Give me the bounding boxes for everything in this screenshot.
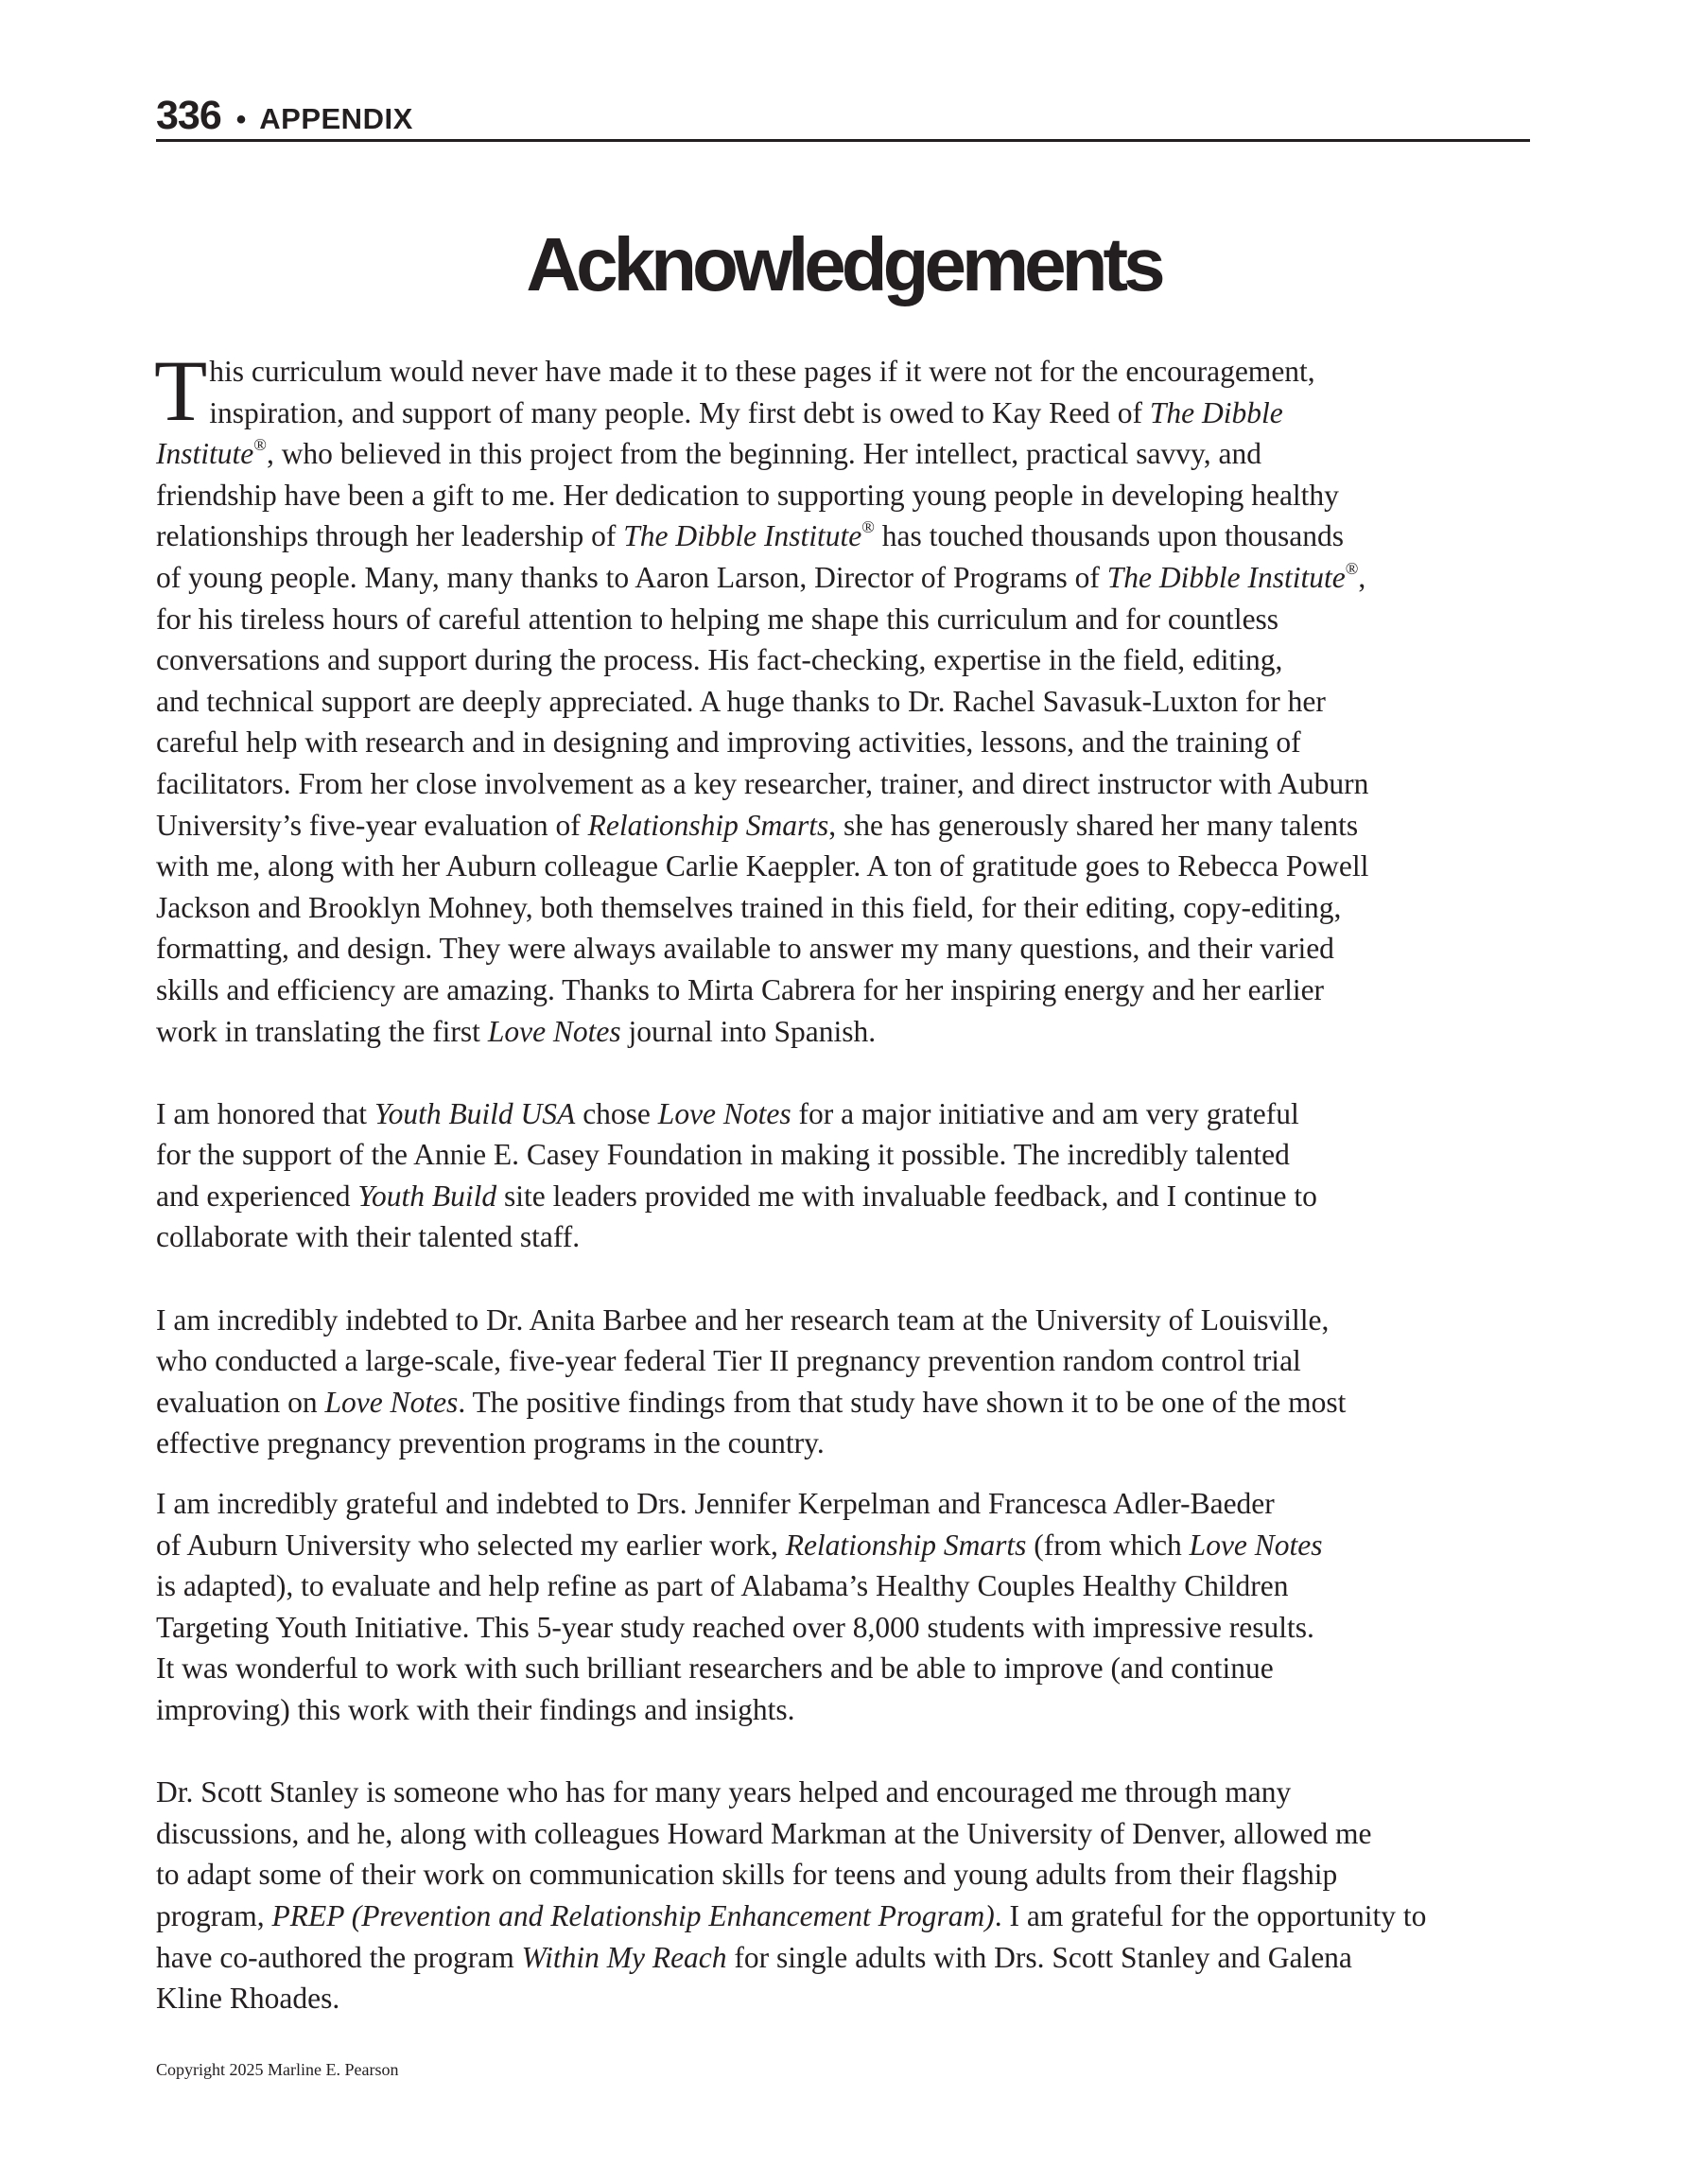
text-line: who conducted a large-scale, five-year federal Tier II pregnancy prevention random control trial [156,1344,1301,1378]
text-line: discussions, and he, along with colleagues Howard Markman at the University of Denver, allowed me [156,1816,1372,1850]
paragraph-spacer [156,1464,1537,1483]
paragraph [156,1483,1537,1731]
copyright-footer: Copyright 2025 Marline E. Pearson [156,2060,399,2079]
text-line: and technical support are deeply appreciated. A huge thanks to Dr. Rachel Savasuk-Luxton for her [156,684,1326,718]
header-rule [156,139,1530,142]
text-line: facilitators. From her close involvement as a key researcher, trainer, and direct instructor with Auburn [156,766,1369,800]
text-line: conversations and support during the process. His fact-checking, expertise in the field, editing, [156,643,1283,677]
text-line: collaborate with their talented staff. [156,1220,581,1254]
text-line: University’s five-year evaluation of Relationship Smarts, she has generously shared her many talents [156,808,1359,842]
text-line: and experienced Youth Build site leaders provided me with invaluable feedback, and I continue to [156,1179,1317,1213]
text-line: program, PREP (Prevention and Relationship Enhancement Program). I am grateful for the opportunity to [156,1898,1427,1932]
text-line: Kline Rhoades. [156,1982,340,2016]
text-line: Dr. Scott Stanley is someone who has for many years helped and encouraged me through many [156,1775,1292,1809]
paragraph [156,1093,1537,1258]
text-line: I am incredibly grateful and indebted to Drs. Jennifer Kerpelman and Francesca Adler-Baeder [156,1487,1275,1521]
text-line: Jackson and Brooklyn Mohney, both themselves trained in this field, for their editing, copy-editing, [156,890,1342,924]
paragraph [156,1772,1537,2019]
text-line: friendship have been a gift to me. Her dedication to supporting young people in developing healthy [156,478,1339,512]
text-line: with me, along with her Auburn colleague Carlie Kaeppler. A ton of gratitude goes to Rebecca Powell [156,849,1369,883]
page-title: Acknowledgements [526,222,1161,306]
text-line: improving) this work with their findings and insights. [156,1693,795,1726]
text-line: evaluation on Love Notes. The positive findings from that study have shown it to be one of the most [156,1385,1347,1419]
text-line: I am honored that Youth Build USA chose Love Notes for a major initiative and am very grateful [156,1096,1299,1130]
text-line: for the support of the Annie E. Casey Foundation in making it possible. The incredibly talented [156,1138,1290,1172]
text-line: formatting, and design. They were always available to answer my many questions, and their varied [156,932,1334,966]
text-line: Targeting Youth Initiative. This 5-year study reached over 8,000 students with impressive results. [156,1610,1314,1644]
paragraph [156,1300,1537,1464]
text-line: his curriculum would never have made it to these pages if it were not for the encouragement, [209,355,1315,388]
header-separator: • [235,104,247,135]
text-line: Institute®, who believed in this project from the beginning. Her intellect, practical savvy, and [156,435,1261,471]
text-line: inspiration, and support of many people. My first debt is owed to Kay Reed of The Dibble [209,395,1283,429]
text-line: I am incredibly indebted to Dr. Anita Barbee and her research team at the University of Louisville, [156,1302,1330,1337]
text-line: work in translating the first Love Notes journal into Spanish. [156,1014,877,1048]
text-line: to adapt some of their work on communication skills for teens and young adults from their flagship [156,1858,1338,1892]
text-line: of young people. Many, many thanks to Aaron Larson, Director of Programs of The Dibble Institute®, [156,558,1366,594]
text-line: have co-authored the program Within My Reach for single adults with Drs. Scott Stanley and Galena [156,1940,1352,1974]
text-line: It was wonderful to work with such brilliant researchers and be able to improve (and continue [156,1651,1274,1686]
section-name: APPENDIX [259,102,413,135]
text-line: effective pregnancy prevention programs in the country. [156,1426,825,1460]
text-line: skills and efficiency are amazing. Thanks to Mirta Cabrera for her inspiring energy and her earlier [156,972,1325,1006]
text-line: is adapted), to evaluate and help refine as part of Alabama’s Healthy Couples Healthy Children [156,1569,1289,1603]
text-line: for his tireless hours of careful attention to helping me shape this curriculum and for countless [156,602,1279,636]
paragraph [154,342,1537,1052]
text-line: relationships through her leadership of The Dibble Institute® has touched thousands upon thousands [156,517,1345,553]
drop-cap: T [154,342,208,439]
page-number: 336 [156,93,221,138]
paragraph-spacer [156,1258,1537,1300]
paragraph-spacer [156,1731,1537,1773]
paragraph-spacer [156,1052,1537,1093]
text-line: careful help with research and in designing and improving activities, lessons, and the training of [156,725,1301,760]
text-line: of Auburn University who selected my earlier work, Relationship Smarts (from which Love Notes [156,1528,1323,1562]
running-header [156,93,1530,139]
acknowledgements-body [154,342,1537,2019]
